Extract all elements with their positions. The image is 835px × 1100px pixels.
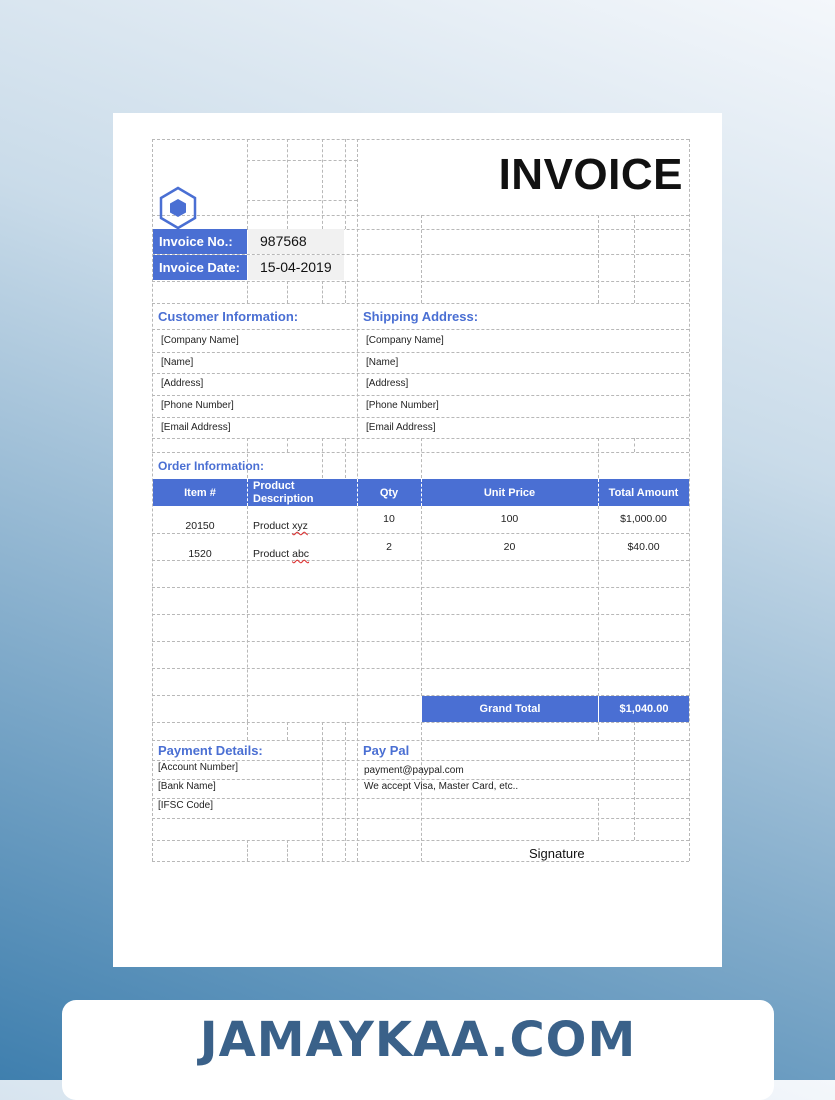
shipping-address: [Address]: [366, 378, 409, 389]
row1-description: [253, 520, 308, 532]
customer-phone: [Phone Number]: [161, 400, 234, 411]
hexagon-logo-icon: [158, 186, 198, 230]
grand-total-label: Grand Total: [422, 696, 598, 722]
shipping-company: [Company Name]: [366, 335, 444, 346]
row1-desc-suffix: xyz: [292, 520, 308, 532]
customer-name: [Name]: [161, 357, 194, 368]
col-item: Item #: [184, 487, 216, 499]
row1-unit-price: 100: [500, 513, 519, 525]
signature-label: Signature: [529, 846, 585, 861]
row2-total: $40.00: [627, 541, 660, 553]
shipping-email: [Email Address]: [366, 422, 436, 433]
col-total: Total Amount: [608, 487, 679, 499]
payment-details-heading: Payment Details:: [158, 743, 263, 758]
paypal-note: We accept Visa, Master Card, etc..: [364, 781, 519, 792]
col-description: Product Description: [253, 480, 314, 505]
customer-info-heading: Customer Information:: [158, 309, 299, 324]
row2-description: [253, 548, 309, 560]
shipping-name: [Name]: [366, 357, 399, 368]
row1-total: $1,000.00: [620, 513, 667, 525]
customer-email: [Email Address]: [161, 422, 231, 433]
payment-account-number: [Account Number]: [158, 762, 239, 773]
paypal-heading: Pay Pal: [363, 743, 410, 758]
row2-desc-prefix: Product: [253, 548, 293, 560]
customer-address: [Address]: [161, 378, 204, 389]
payment-bank-name: [Bank Name]: [158, 781, 216, 792]
invoice-title: INVOICE: [498, 150, 683, 199]
col-qty: Qty: [379, 487, 399, 499]
row2-qty: 2: [386, 541, 392, 553]
invoice-date-label: Invoice Date:: [153, 255, 247, 280]
order-info-heading: Order Information:: [158, 459, 265, 473]
row1-desc-prefix: Product: [253, 520, 293, 532]
shipping-phone: [Phone Number]: [366, 400, 439, 411]
invoice-date-value: 15-04-2019: [248, 255, 344, 280]
row1-item: 20150: [185, 520, 215, 532]
grand-total-value: $1,040.00: [599, 696, 689, 722]
row2-unit-price: 20: [503, 541, 516, 553]
invoice-number-label: Invoice No.:: [153, 229, 247, 254]
invoice-number-value: 987568: [248, 229, 344, 254]
row2-item: 1520: [188, 548, 212, 560]
customer-company: [Company Name]: [161, 335, 239, 346]
payment-ifsc-code: [IFSC Code]: [158, 800, 214, 811]
shipping-address-heading: Shipping Address:: [363, 309, 479, 324]
banner-text: JAMAYKAA.COM: [199, 1012, 637, 1068]
paypal-email: payment@paypal.com: [364, 765, 464, 776]
row1-qty: 10: [383, 513, 395, 525]
row2-desc-suffix: abc: [292, 548, 310, 560]
col-unit-price: Unit Price: [483, 487, 536, 499]
